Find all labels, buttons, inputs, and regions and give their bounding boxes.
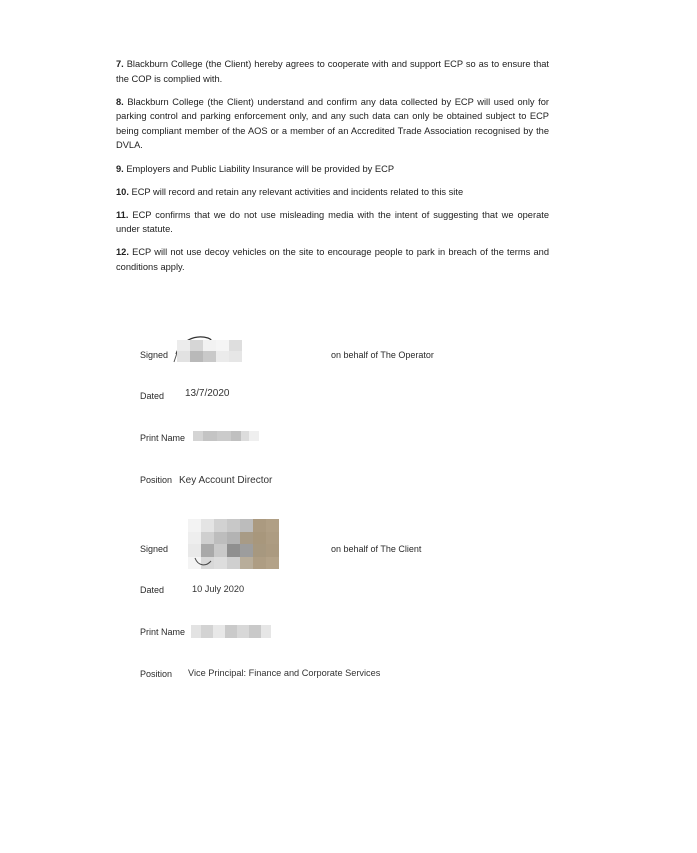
operator-print-name-redaction	[193, 431, 259, 441]
clause-number: 7.	[116, 59, 124, 69]
clause-text: ECP confirms that we do not use misleading media with the intent of suggesting that we operate under statute.	[116, 209, 549, 235]
operator-dated-label: Dated	[140, 391, 165, 401]
operator-print-name-label: Print Name	[140, 433, 186, 443]
clause-12	[116, 245, 549, 274]
clause-8	[116, 95, 549, 153]
clause-number: 12.	[116, 247, 129, 258]
clause-text: Blackburn College (the Client) hereby agrees to cooperate with and support ECP so as to ensure that the COP is complied with.	[116, 59, 549, 84]
client-print-name-label: Print Name	[140, 627, 186, 637]
clause-number: 8.	[116, 96, 124, 107]
clause-7	[116, 57, 549, 86]
client-signed-label: Signed	[140, 544, 169, 554]
operator-signature-redaction	[177, 340, 242, 362]
clauses-list	[116, 57, 549, 283]
client-dated-value: 10 July 2020	[192, 584, 245, 594]
clause-9	[116, 162, 549, 177]
operator-signed-label: Signed	[140, 350, 169, 360]
clause-number: 11.	[116, 209, 129, 220]
clause-10	[116, 185, 549, 200]
client-position-label: Position	[140, 669, 173, 679]
clause-text: ECP will not use decoy vehicles on the site to encourage people to park in breach of the terms and conditions apply.	[116, 247, 549, 273]
clause-11	[116, 208, 549, 237]
client-print-name-redaction	[191, 625, 271, 638]
operator-on-behalf-text: on behalf of The Operator	[331, 350, 434, 360]
client-dated-label: Dated	[140, 585, 165, 595]
clause-number: 9.	[116, 163, 124, 174]
clause-number: 10.	[116, 186, 129, 197]
operator-dated-value: 13/7/2020	[185, 388, 230, 399]
operator-position-label: Position	[140, 475, 173, 485]
client-position-value: Vice Principal: Finance and Corporate Services	[188, 668, 381, 678]
clause-text: Employers and Public Liability Insurance will be provided by ECP	[123, 163, 395, 174]
clause-text: Blackburn College (the Client) understand and confirm any data collected by ECP will used only for parking control and parking enforcement only, and any such data can only be obtained subject to ECP being compliant member of the AOS or a member of an Accredited Trade Association recognised by the DVLA.	[116, 96, 549, 151]
client-on-behalf-text: on behalf of The Client	[331, 544, 422, 554]
operator-position-value: Key Account Director	[179, 475, 273, 486]
client-signature-scribble	[192, 555, 216, 569]
clause-text: ECP will record and retain any relevant activities and incidents related to this site	[128, 186, 464, 197]
